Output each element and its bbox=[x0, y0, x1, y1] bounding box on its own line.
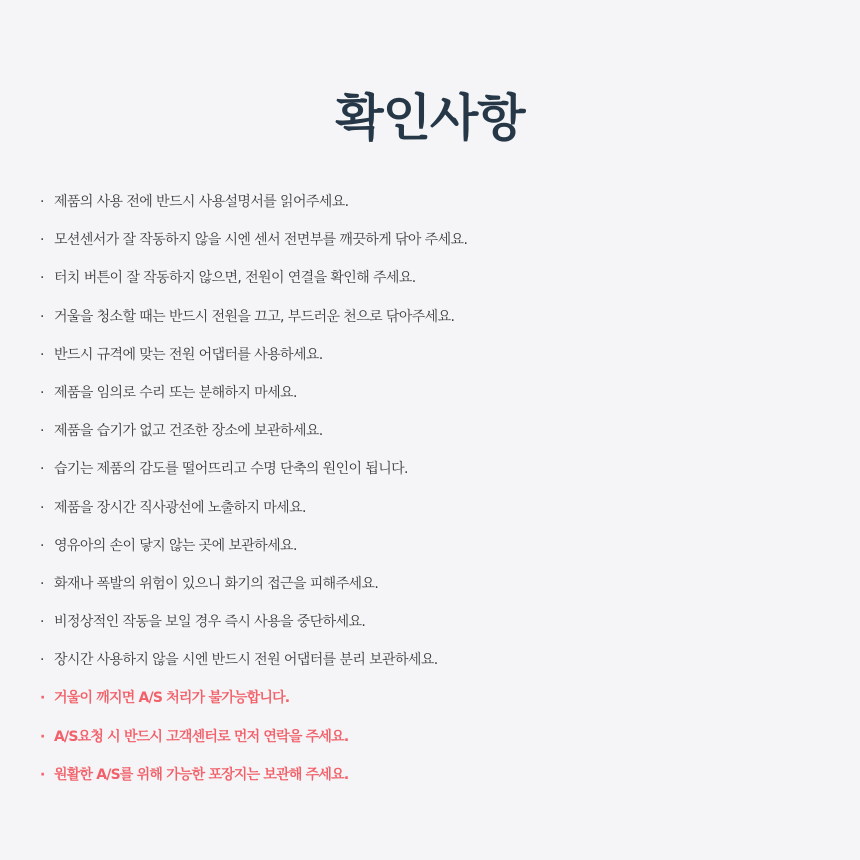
list-item-text: 제품을 임의로 수리 또는 분해하지 마세요. bbox=[54, 384, 297, 401]
bullet-dot: · bbox=[40, 614, 44, 631]
notice-list bbox=[40, 183, 840, 794]
bullet-dot: · bbox=[40, 652, 44, 669]
list-item-text: 제품을 습기가 없고 건조한 장소에 보관하세요. bbox=[54, 423, 323, 440]
list-item bbox=[40, 374, 840, 412]
bullet-dot: · bbox=[40, 384, 44, 401]
bullet-dot: · bbox=[40, 690, 45, 707]
list-item-text: 화재나 폭발의 위험이 있으니 화기의 접근을 피해주세요. bbox=[54, 575, 379, 592]
list-item bbox=[40, 221, 840, 259]
bullet-dot: · bbox=[40, 766, 45, 783]
list-item-text: 거울을 청소할 때는 반드시 전원을 끄고, 부드러운 천으로 닦아주세요. bbox=[54, 308, 455, 325]
list-item-text: 장시간 사용하지 않을 시엔 반드시 전원 어댑터를 분리 보관하세요. bbox=[54, 652, 438, 669]
list-item-text: 습기는 제품의 감도를 떨어뜨리고 수명 단축의 원인이 됩니다. bbox=[54, 461, 408, 478]
bullet-dot: · bbox=[40, 308, 44, 325]
warning-item bbox=[40, 679, 840, 717]
list-item bbox=[40, 336, 840, 374]
list-item-text: 거울이 깨지면 A/S 처리가 불가능합니다. bbox=[54, 690, 290, 707]
bullet-dot: · bbox=[40, 728, 45, 745]
bullet-dot: · bbox=[40, 461, 44, 478]
bullet-dot: · bbox=[40, 575, 44, 592]
list-item bbox=[40, 565, 840, 603]
bullet-dot: · bbox=[40, 270, 44, 287]
list-item bbox=[40, 259, 840, 297]
bullet-dot: · bbox=[40, 537, 44, 554]
list-item bbox=[40, 412, 840, 450]
warning-item bbox=[40, 718, 840, 756]
list-item bbox=[40, 603, 840, 641]
list-item bbox=[40, 489, 840, 527]
bullet-dot: · bbox=[40, 499, 44, 516]
page-title: 확인사항 bbox=[335, 89, 525, 147]
list-item-text: 반드시 규격에 맞는 전원 어댑터를 사용하세요. bbox=[54, 346, 323, 363]
bullet-dot: · bbox=[40, 346, 44, 363]
warning-item bbox=[40, 756, 840, 794]
bullet-dot: · bbox=[40, 423, 44, 440]
list-item bbox=[40, 298, 840, 336]
list-item-text: 모션센서가 잘 작동하지 않을 시엔 센서 전면부를 깨끗하게 닦아 주세요. bbox=[54, 232, 468, 249]
list-item-text: 원활한 A/S를 위해 가능한 포장지는 보관해 주세요. bbox=[54, 766, 349, 783]
list-item bbox=[40, 527, 840, 565]
list-item bbox=[40, 450, 840, 488]
bullet-dot: · bbox=[40, 232, 44, 249]
list-item-text: 영유아의 손이 닿지 않는 곳에 보관하세요. bbox=[54, 537, 297, 554]
list-item-text: 제품을 장시간 직사광선에 노출하지 마세요. bbox=[54, 499, 306, 516]
list-item-text: 터치 버튼이 잘 작동하지 않으면, 전원이 연결을 확인해 주세요. bbox=[54, 270, 416, 287]
list-item-text: A/S요청 시 반드시 고객센터로 먼저 연락을 주세요. bbox=[54, 728, 349, 745]
bullet-dot: · bbox=[40, 194, 44, 210]
list-item-text: 비정상적인 작동을 보일 경우 즉시 사용을 중단하세요. bbox=[54, 614, 366, 631]
list-item-text: 제품의 사용 전에 반드시 사용설명서를 읽어주세요. bbox=[54, 194, 349, 210]
list-item bbox=[40, 641, 840, 679]
list-item bbox=[40, 183, 840, 221]
